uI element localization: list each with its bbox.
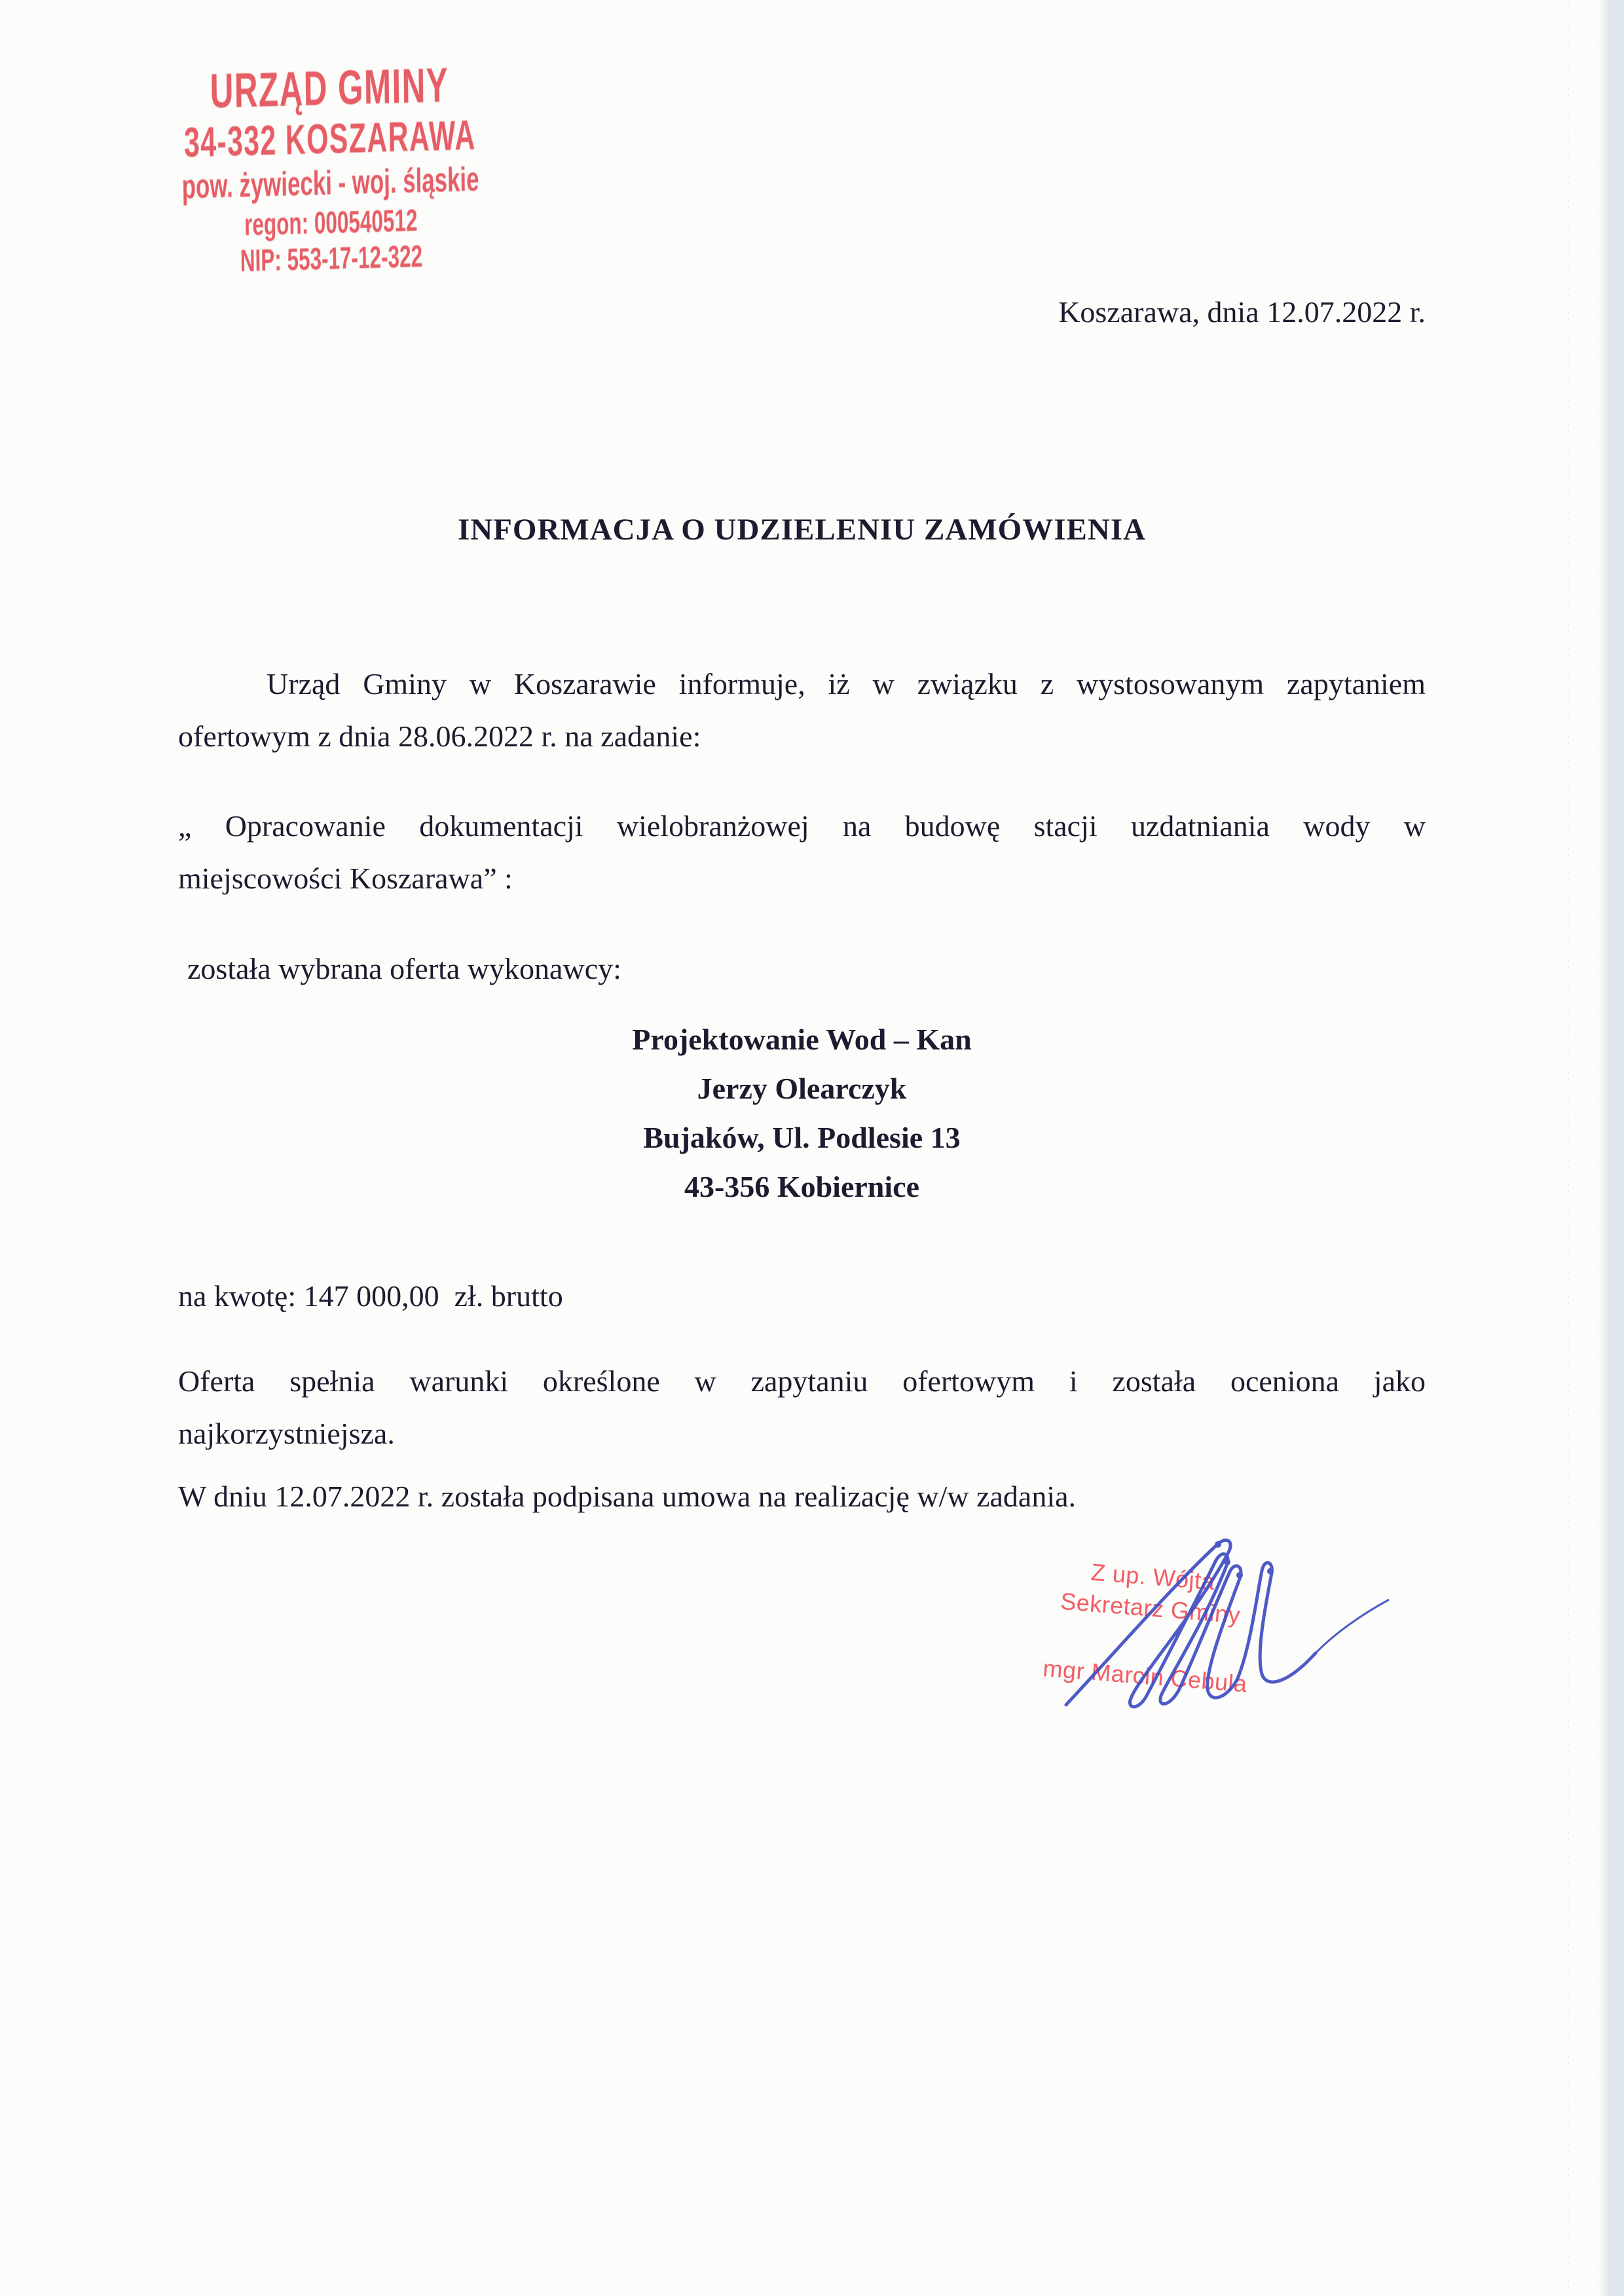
date-line: Koszarawa, dnia 12.07.2022 r. xyxy=(1058,295,1426,329)
signature-stamp-line: Z up. Wójta xyxy=(1090,1558,1216,1595)
scan-edge-artifact xyxy=(1598,0,1624,2296)
paragraph-contract-signed: W dniu 12.07.2022 r. została podpisana umowa na realizację w/w zadania. xyxy=(178,1480,1077,1513)
signature-stamp-line: mgr Marcin Cebula xyxy=(1042,1654,1249,1698)
paragraph-intro-line: ofertowym z dnia 28.06.2022 r. na zadanie: xyxy=(178,720,701,753)
paragraph-task xyxy=(178,800,1426,905)
paragraph-evaluation-line: Oferta spełnia warunki określone w zapytaniu ofertowym i została oceniona jako xyxy=(178,1364,1426,1398)
contractor-name: Projektowanie Wod – Kan xyxy=(632,1023,972,1056)
paragraph-task-line: miejscowości Koszarawa” : xyxy=(178,862,513,895)
signature-stamp-line: Sekretarz Gminy xyxy=(1059,1587,1242,1629)
office-stamp-line: URZĄD GMINY xyxy=(210,58,449,118)
scan-noise xyxy=(1483,0,1600,2296)
office-stamp-line: pow. żywiecki - woj. śląskie xyxy=(181,160,479,206)
contractor-street: Bujaków, Ul. Podlesie 13 xyxy=(643,1121,961,1154)
signature-scribble xyxy=(1040,1524,1393,1721)
paragraph-intro xyxy=(178,658,1426,763)
office-stamp-line: NIP: 553-17-12-322 xyxy=(240,238,423,278)
office-stamp xyxy=(175,60,485,278)
contractor-person: Jerzy Olearczyk xyxy=(697,1072,907,1105)
contractor-city: 43-356 Kobiernice xyxy=(684,1170,919,1203)
paragraph-amount: na kwotę: 147 000,00 zł. brutto xyxy=(178,1279,563,1313)
paragraph-selected-offer: została wybrana oferta wykonawcy: xyxy=(187,952,621,985)
paragraph-intro-line: Urząd Gminy w Koszarawie informuje, iż w związku z wystosowanym zapytaniem xyxy=(267,667,1426,701)
paragraph-evaluation-line: najkorzystniejsza. xyxy=(178,1417,395,1450)
paragraph-task-line: „ Opracowanie dokumentacji wielobranżowej na budowę stacji uzdatniania wody w xyxy=(178,809,1426,843)
contractor-block xyxy=(178,1015,1426,1211)
signature-pen-strokes xyxy=(1066,1540,1388,1707)
office-stamp-line: 34-332 KOSZARAWA xyxy=(183,111,476,166)
paragraph-evaluation xyxy=(178,1355,1426,1460)
document-title: INFORMACJA O UDZIELENIU ZAMÓWIENIA xyxy=(457,513,1147,547)
office-stamp-line: regon: 000540512 xyxy=(244,202,418,242)
